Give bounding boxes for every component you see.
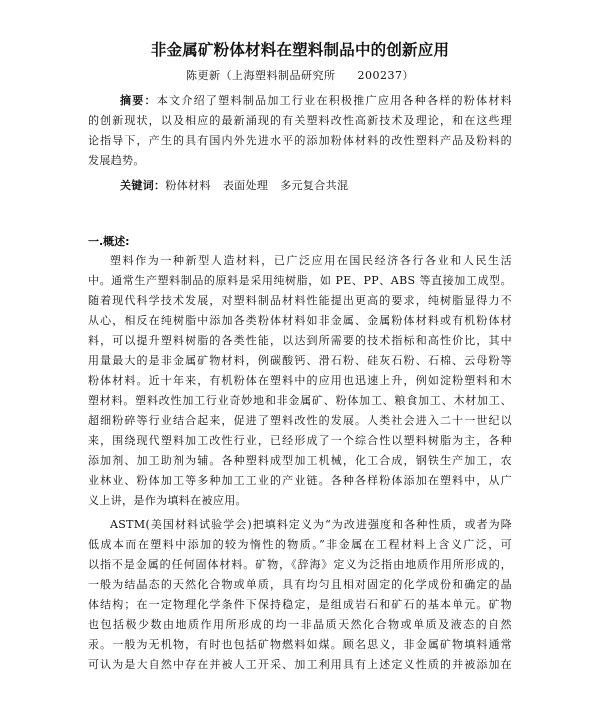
paper-title: 非金属矿粉体材料在塑料制品中的创新应用 — [150, 41, 450, 59]
body-line: 也包括极少数由地质作用所形成的均一非晶质天然化合物或单质及液态的自然 — [88, 618, 512, 631]
abstract-line: 发展趋势。 — [88, 154, 145, 167]
keywords-line — [120, 178, 512, 194]
author-line — [0, 67, 600, 83]
body-line: 塑材料。塑料改性加工行业奇妙地和非金属矿、粉体加工、粮食加工、木材加工、 — [88, 394, 512, 407]
body-line: 用量最大的是非金属矿物材料，例碳酸钙、滑石粉、硅灰石粉、石棉、云母粉等 — [88, 354, 512, 367]
body-line: 超细粉碎等行业结合起来，促进了塑料改性的发展。人类社会进入二十一世纪以 — [88, 414, 512, 427]
body-line: 添加剂、加工助剂为辅。各种塑料成型加工机械，化工合成，钢铁生产加工，农 — [88, 454, 512, 467]
abstract-line: 论指导下，产生的具有国内外先进水平的添加粉体材料的改性塑料产品及粉料的 — [88, 134, 512, 147]
keyword: 粉体材料 — [165, 179, 211, 192]
body-line: 一般为结晶态的天然化合物或单质，具有均匀且相对固定的化学成份和确定的晶 — [88, 578, 512, 591]
body-line: 业林业、粉体加工等多种加工工业的产业链。各种各样粉体添加在塑料中，从广 — [88, 474, 512, 487]
body-line: 低成本而在塑料中添加的较为惰性的物质。”非金属在工程材料上含义广泛，可 — [88, 538, 512, 551]
body-line: 从心，相反在纯树脂中添加各类粉体材料如非金属、金属粉体材料或有机粉体材 — [88, 314, 512, 327]
body-line: 随着现代科学技术发展，对塑料制品材料性能提出更高的要求，纯树脂显得力不 — [88, 294, 512, 307]
body-line: 料，可以提升塑料树脂的各类性能，以达到所需要的技术指标和高性价比，其中 — [88, 334, 512, 347]
body-line: 汞。一般为无机物，有时也包括矿物燃料如煤。顾名思义，非金属矿物填料通常 — [88, 638, 512, 651]
keyword: 多元复合共混 — [280, 179, 349, 192]
body-line: 可认为是大自然中存在并被人工开采、加工利用具有上述定义性质的并被添加在 — [88, 658, 512, 671]
body-line: 中。通常生产塑料制品的原料是采用纯树脂，如 PE、PP、ABS 等直接加工成型。 — [88, 274, 512, 287]
body-line: ASTM(美国材料试验学会)把填料定义为“为改进强度和各种性质，或者为降 — [110, 518, 512, 531]
body-line: 塑料作为一种新型人造材料，已广泛应用在国民经济各行各业和人民生活 — [110, 254, 512, 267]
body-line: 粉体材料。近十年来，有机粉体在塑料中的应用也迅速上升，例如淀粉塑料和木 — [88, 374, 512, 387]
body-line: 体结构；在一定物理化学条件下保持稳定，是组成岩石和矿石的基本单元。矿物 — [88, 598, 512, 611]
abstract-line: 摘要：本文介绍了塑料制品加工行业在积极推广应用各种各样的粉体材料 — [120, 94, 512, 107]
body-line: 以指不是金属的任何固体材料。矿物，《辞海》定义为泛指由地质作用所形成的， — [88, 558, 512, 571]
section-heading: 一.概述: — [88, 235, 130, 248]
body-line: 来，围绕现代塑料加工改性行业，已经形成了一个综合性以塑料树脂为主，各种 — [88, 434, 512, 447]
keyword: 表面处理 — [222, 179, 269, 192]
author-affiliation: （上海塑料制品研究所 — [220, 69, 336, 82]
author-name: 陈更新 — [186, 69, 221, 82]
body-line: 义上讲，是作为填料在被应用。 — [88, 494, 247, 507]
keywords-label: 关键词： — [120, 179, 166, 192]
abstract-label: 摘要： — [120, 94, 157, 107]
abstract-line: 的创新现状，以及相应的最新涌现的有关塑料改性高新技术及理论，和在这些理 — [88, 114, 512, 127]
author-postcode: 200237） — [357, 69, 414, 82]
